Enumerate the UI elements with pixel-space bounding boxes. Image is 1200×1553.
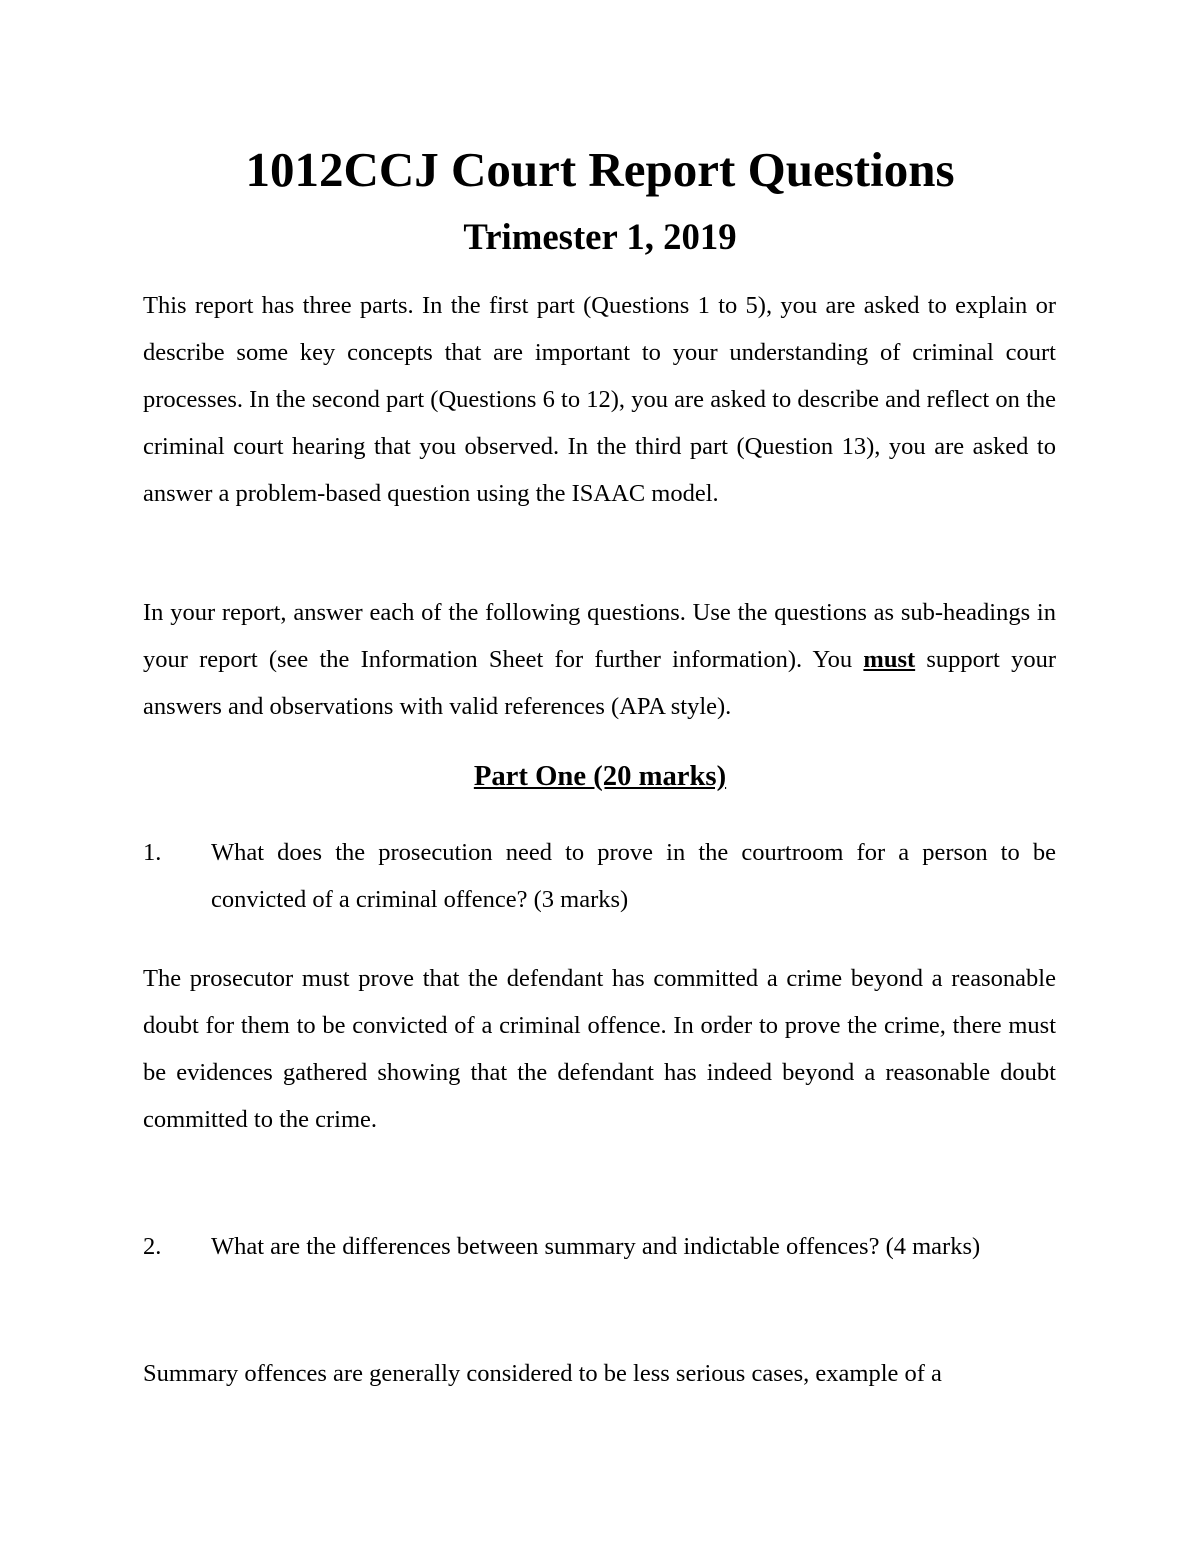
question-1-text: What does the prosecution need to prove in the courtroom for a person to be convicted of a criminal offence? (3 marks) <box>211 839 1056 913</box>
question-2-number: 2. <box>143 1233 162 1260</box>
part-one-heading-text: Part One (20 marks) <box>473 760 727 792</box>
question-1 <box>143 829 1056 923</box>
instructions-emphasis: must <box>863 646 916 673</box>
intro-paragraph: This report has three parts. In the first part (Questions 1 to 5), you are asked to explain or describe some key concepts that are important to your understanding of criminal court processes. In the second part (Questions 6 to 12), you are asked to describe and reflect on the criminal court hearing that you observed. In the third part (Question 13), you are asked to answer a problem-based question using the ISAAC model. <box>143 292 1056 507</box>
question-2-text: What are the differences between summary and indictable offences? (4 marks) <box>211 1233 981 1260</box>
answer-2-paragraph: Summary offences are generally considered to be less serious cases, example of a <box>143 1360 942 1387</box>
question-2 <box>143 1223 1056 1270</box>
document-subtitle: Trimester 1, 2019 <box>463 216 737 257</box>
instructions-paragraph <box>143 589 1056 730</box>
answer-1-paragraph: The prosecutor must prove that the defendant has committed a crime beyond a reasonable doubt for them to be convicted of a criminal offence. In order to prove the crime, there must be evidences gathered showing that the defendant has indeed beyond a reasonable doubt committed to the crime. <box>143 965 1056 1133</box>
question-1-number: 1. <box>143 839 162 866</box>
instructions-text-before: In your report, answer each of the following questions. Use the questions as sub-headings in your report (see the Information Sheet for further information). You <box>143 599 1056 673</box>
part-one-heading <box>0 760 1200 793</box>
instructions-text-after: support your answers and observations with valid references (APA style). <box>143 646 1056 720</box>
document-title: 1012CCJ Court Report Questions <box>245 142 955 197</box>
